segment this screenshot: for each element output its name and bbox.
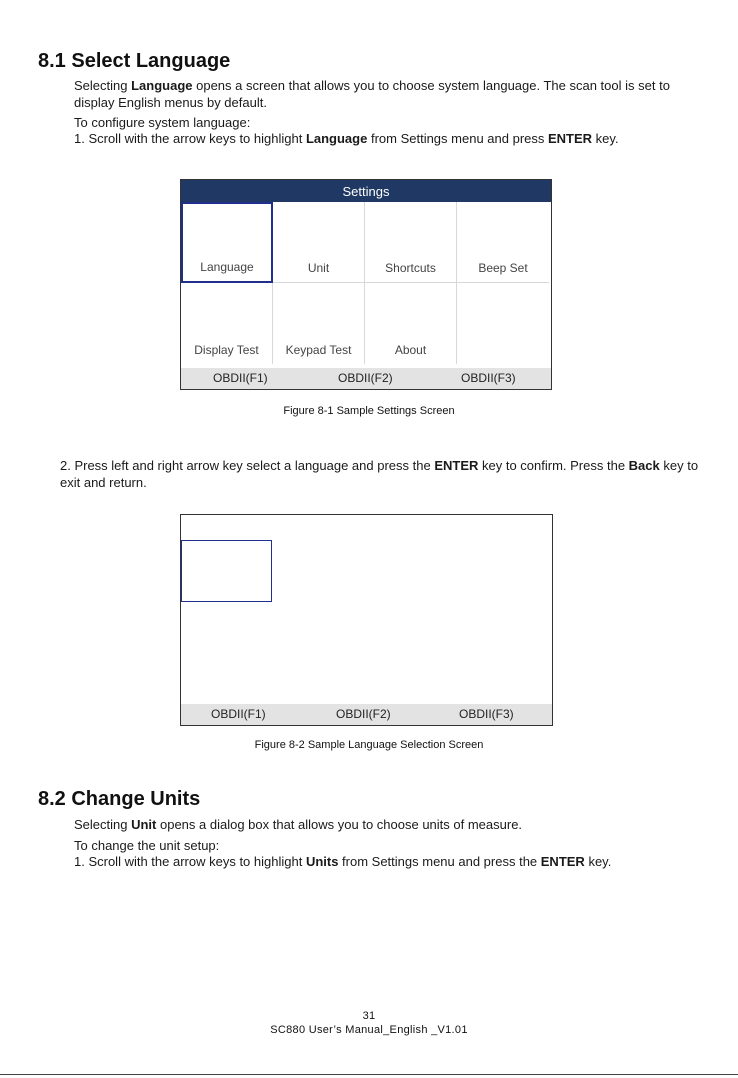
function-key-bar-2 [181, 704, 552, 725]
figure-8-1-caption: Figure 8-1 Sample Settings Screen [283, 405, 455, 417]
menu-item-empty [457, 283, 549, 364]
step1-text-end: key. [592, 131, 619, 146]
menu-item-keypad-test[interactable]: Keypad Test [273, 283, 365, 364]
units-step1-text-end: key. [584, 854, 612, 869]
menu-item-language[interactable]: Language [181, 202, 273, 283]
units-intro-bold-unit: Unit [131, 817, 157, 832]
settings-screen [180, 179, 552, 390]
bottom-divider [0, 1074, 738, 1075]
step2-language [60, 457, 700, 491]
fkey-f1[interactable]: OBDII(F1) [211, 707, 266, 721]
intro-text: Selecting [74, 78, 132, 93]
fkey-f3[interactable]: OBDII(F3) [459, 707, 514, 721]
intro-bold-language: Language [131, 78, 193, 93]
menu-item-about[interactable]: About [365, 283, 457, 364]
intro-text-rest: opens a screen that allows you to choose system language. The scan tool is set to display English menus by default. [74, 78, 670, 110]
menu-item-shortcuts[interactable]: Shortcuts [365, 202, 457, 283]
settings-menu-grid [181, 202, 551, 366]
language-selection-screen [180, 514, 553, 726]
units-intro-text: Selecting [74, 817, 132, 832]
units-step1-text: 1. Scroll with the arrow keys to highlight [74, 854, 306, 869]
step2-bold-back: Back [628, 458, 660, 473]
fkey-f3[interactable]: OBDII(F3) [461, 371, 516, 385]
fkey-f2[interactable]: OBDII(F2) [338, 371, 393, 385]
step1-bold-enter: ENTER [548, 131, 593, 146]
settings-title-bar: Settings [181, 180, 551, 202]
step1-text-mid: from Settings menu and press [367, 131, 548, 146]
step1-bold-language: Language [305, 131, 368, 146]
select-language-intro [74, 77, 704, 111]
step2-bold-enter: ENTER [434, 458, 479, 473]
menu-item-unit[interactable]: Unit [273, 202, 365, 283]
configure-language-label: To configure system language: [74, 115, 251, 130]
step1-text: 1. Scroll with the arrow keys to highlight [74, 131, 306, 146]
step1-language [74, 130, 619, 147]
units-step1-bold-enter: ENTER [540, 854, 585, 869]
units-step1-text-mid: from Settings menu and press the [338, 854, 541, 869]
units-step1 [74, 853, 611, 870]
units-intro-text-rest: opens a dialog box that allows you to choose units of measure. [156, 817, 523, 832]
step2-text-mid: key to confirm. Press the [478, 458, 629, 473]
step2-text: 2. Press left and right arrow key select a language and press the [60, 458, 435, 473]
fkey-f2[interactable]: OBDII(F2) [336, 707, 391, 721]
figure-8-2-caption: Figure 8-2 Sample Language Selection Screen [254, 739, 484, 751]
change-units-label: To change the unit setup: [74, 838, 220, 853]
page-number: 31 [362, 1010, 376, 1022]
section-heading-change-units: 8.2 Change Units [38, 788, 201, 810]
menu-item-display-test[interactable]: Display Test [181, 283, 273, 364]
fkey-f1[interactable]: OBDII(F1) [213, 371, 268, 385]
step2-text-end: key to exit and return. [60, 458, 699, 490]
change-units-intro [74, 816, 522, 833]
language-option-selected[interactable] [181, 540, 272, 602]
menu-item-beep-set[interactable]: Beep Set [457, 202, 549, 283]
function-key-bar [181, 368, 551, 389]
units-step1-bold-units: Units [305, 854, 339, 869]
section-heading-select-language: 8.1 Select Language [38, 50, 231, 72]
manual-footer: SC880 User’s Manual_English _V1.01 [270, 1024, 468, 1036]
